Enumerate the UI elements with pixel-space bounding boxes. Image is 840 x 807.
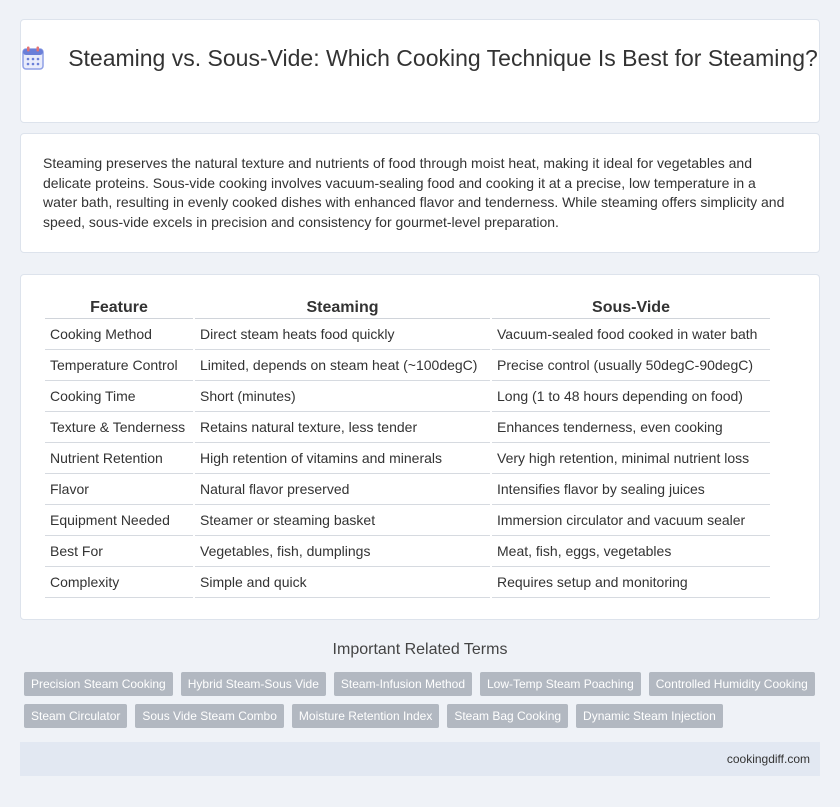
comparison-table-card: [20, 274, 820, 620]
related-term-tag[interactable]: Precision Steam Cooking: [24, 672, 173, 696]
cell-feature: Equipment Needed: [45, 505, 193, 536]
table-header-row: [45, 295, 770, 319]
cell-steaming: High retention of vitamins and minerals: [195, 443, 490, 474]
related-terms-heading: Important Related Terms: [332, 641, 508, 658]
table-row: [45, 505, 770, 536]
cell-steaming: Limited, depends on steam heat (~100degC): [195, 350, 490, 381]
cell-sous-vide: Precise control (usually 50degC-90degC): [492, 350, 770, 381]
header-steaming: Steaming: [195, 295, 490, 319]
cell-sous-vide: Requires setup and monitoring: [492, 567, 770, 598]
intro-paragraph: Steaming preserves the natural texture and nutrients of food through moist heat, making it ideal for vegetables and delicate proteins. Sous-vide cooking involves vacuum-sealing food and cooking it at a precise, low temperature in a water bath, resulting in evenly cooked dishes with enhanced flavor and tenderness. While steaming offers simplicity and speed, sous-vide excels in precision and consistency for gourmet-level preparation.: [43, 155, 785, 230]
cell-sous-vide: Immersion circulator and vacuum sealer: [492, 505, 770, 536]
table-row: [45, 412, 770, 443]
related-term-tag[interactable]: Steam Circulator: [24, 704, 127, 728]
cell-steaming: Direct steam heats food quickly: [195, 319, 490, 350]
cell-steaming: Simple and quick: [195, 567, 490, 598]
cell-sous-vide: Vacuum-sealed food cooked in water bath: [492, 319, 770, 350]
cell-feature: Texture & Tenderness: [45, 412, 193, 443]
page-title: [21, 44, 819, 73]
cell-steaming: Steamer or steaming basket: [195, 505, 490, 536]
related-term-tag[interactable]: Hybrid Steam-Sous Vide: [181, 672, 326, 696]
table-row: [45, 319, 770, 350]
cell-feature: Best For: [45, 536, 193, 567]
table-row: [45, 443, 770, 474]
related-term-tag[interactable]: Dynamic Steam Injection: [576, 704, 723, 728]
cell-steaming: Natural flavor preserved: [195, 474, 490, 505]
related-term-tag[interactable]: Steam-Infusion Method: [334, 672, 472, 696]
cell-feature: Nutrient Retention: [45, 443, 193, 474]
calendar-icon: [22, 46, 44, 70]
cell-sous-vide: Enhances tenderness, even cooking: [492, 412, 770, 443]
related-term-tag[interactable]: Low-Temp Steam Poaching: [480, 672, 641, 696]
cell-sous-vide: Meat, fish, eggs, vegetables: [492, 536, 770, 567]
related-term-tag[interactable]: Sous Vide Steam Combo: [135, 704, 284, 728]
table-row: [45, 567, 770, 598]
related-terms-list: [24, 672, 824, 728]
cell-sous-vide: Very high retention, minimal nutrient loss: [492, 443, 770, 474]
table-row: [45, 381, 770, 412]
cell-steaming: Retains natural texture, less tender: [195, 412, 490, 443]
table-row: [45, 350, 770, 381]
cell-feature: Cooking Time: [45, 381, 193, 412]
cell-feature: Complexity: [45, 567, 193, 598]
title-card: [20, 19, 820, 123]
cell-feature: Cooking Method: [45, 319, 193, 350]
footer: [20, 742, 820, 776]
related-term-tag[interactable]: Moisture Retention Index: [292, 704, 439, 728]
footer-site-link[interactable]: cookingdiff.com: [726, 752, 810, 766]
cell-sous-vide: Intensifies flavor by sealing juices: [492, 474, 770, 505]
cell-steaming: Short (minutes): [195, 381, 490, 412]
cell-feature: Temperature Control: [45, 350, 193, 381]
header-sous-vide: Sous-Vide: [492, 295, 770, 319]
table-row: [45, 474, 770, 505]
header-feature: Feature: [45, 295, 193, 319]
comparison-table: [43, 295, 772, 598]
related-term-tag[interactable]: Controlled Humidity Cooking: [649, 672, 815, 696]
cell-feature: Flavor: [45, 474, 193, 505]
cell-steaming: Vegetables, fish, dumplings: [195, 536, 490, 567]
cell-sous-vide: Long (1 to 48 hours depending on food): [492, 381, 770, 412]
table-row: [45, 536, 770, 567]
intro-card: [20, 133, 820, 253]
page-title-text: Steaming vs. Sous-Vide: Which Cooking Technique Is Best for Steaming?: [68, 45, 818, 71]
related-term-tag[interactable]: Steam Bag Cooking: [447, 704, 568, 728]
